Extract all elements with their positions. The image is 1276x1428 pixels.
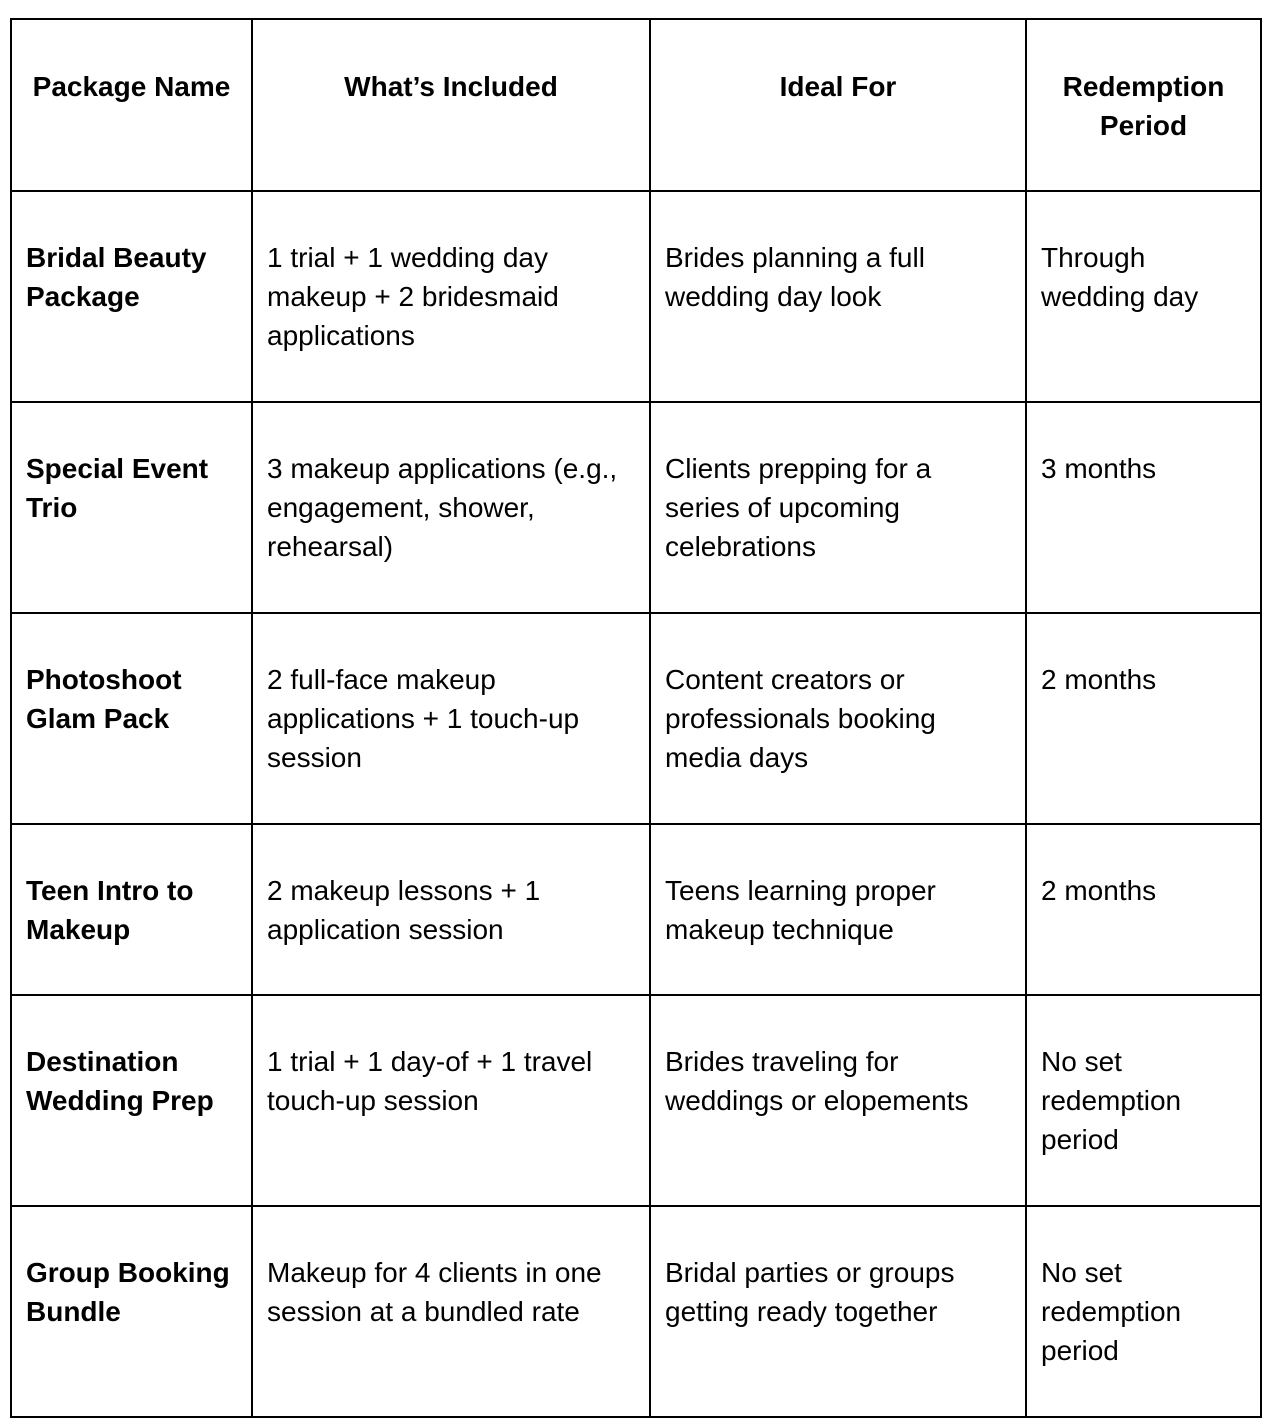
redemption-cell: 2 months — [1026, 613, 1261, 824]
redemption-cell: Through wedding day — [1026, 191, 1261, 402]
ideal-for-cell: Clients prepping for a series of upcoming celebrations — [650, 402, 1026, 613]
included-cell: 1 trial + 1 wedding day makeup + 2 bridesmaid applications — [252, 191, 650, 402]
package-name-cell: Group Booking Bundle — [11, 1206, 252, 1417]
table-row — [11, 191, 1261, 402]
header-row — [11, 19, 1261, 191]
included-cell: 2 makeup lessons + 1 application session — [252, 824, 650, 995]
ideal-for-cell: Brides planning a full wedding day look — [650, 191, 1026, 402]
header-ideal-for: Ideal For — [650, 19, 1026, 191]
included-cell: 2 full-face makeup applications + 1 touch-up session — [252, 613, 650, 824]
table-row — [11, 402, 1261, 613]
header-package-name: Package Name — [11, 19, 252, 191]
ideal-for-cell: Teens learning proper makeup technique — [650, 824, 1026, 995]
ideal-for-cell: Brides traveling for weddings or elopements — [650, 995, 1026, 1206]
header-whats-included: What’s Included — [252, 19, 650, 191]
package-name-cell: Photoshoot Glam Pack — [11, 613, 252, 824]
redemption-cell: No set redemption period — [1026, 1206, 1261, 1417]
included-cell: 3 makeup applications (e.g., engagement, shower, rehearsal) — [252, 402, 650, 613]
header-redemption-period: Redemption Period — [1026, 19, 1261, 191]
table-row — [11, 995, 1261, 1206]
packages-table — [10, 18, 1262, 1418]
included-cell: 1 trial + 1 day-of + 1 travel touch-up session — [252, 995, 650, 1206]
table-row — [11, 1206, 1261, 1417]
package-name-cell: Teen Intro to Makeup — [11, 824, 252, 995]
table-row — [11, 613, 1261, 824]
ideal-for-cell: Bridal parties or groups getting ready together — [650, 1206, 1026, 1417]
redemption-cell: No set redemption period — [1026, 995, 1261, 1206]
ideal-for-cell: Content creators or professionals booking media days — [650, 613, 1026, 824]
table-row — [11, 824, 1261, 995]
redemption-cell: 3 months — [1026, 402, 1261, 613]
included-cell: Makeup for 4 clients in one session at a bundled rate — [252, 1206, 650, 1417]
package-name-cell: Destination Wedding Prep — [11, 995, 252, 1206]
package-name-cell: Special Event Trio — [11, 402, 252, 613]
package-name-cell: Bridal Beauty Package — [11, 191, 252, 402]
redemption-cell: 2 months — [1026, 824, 1261, 995]
